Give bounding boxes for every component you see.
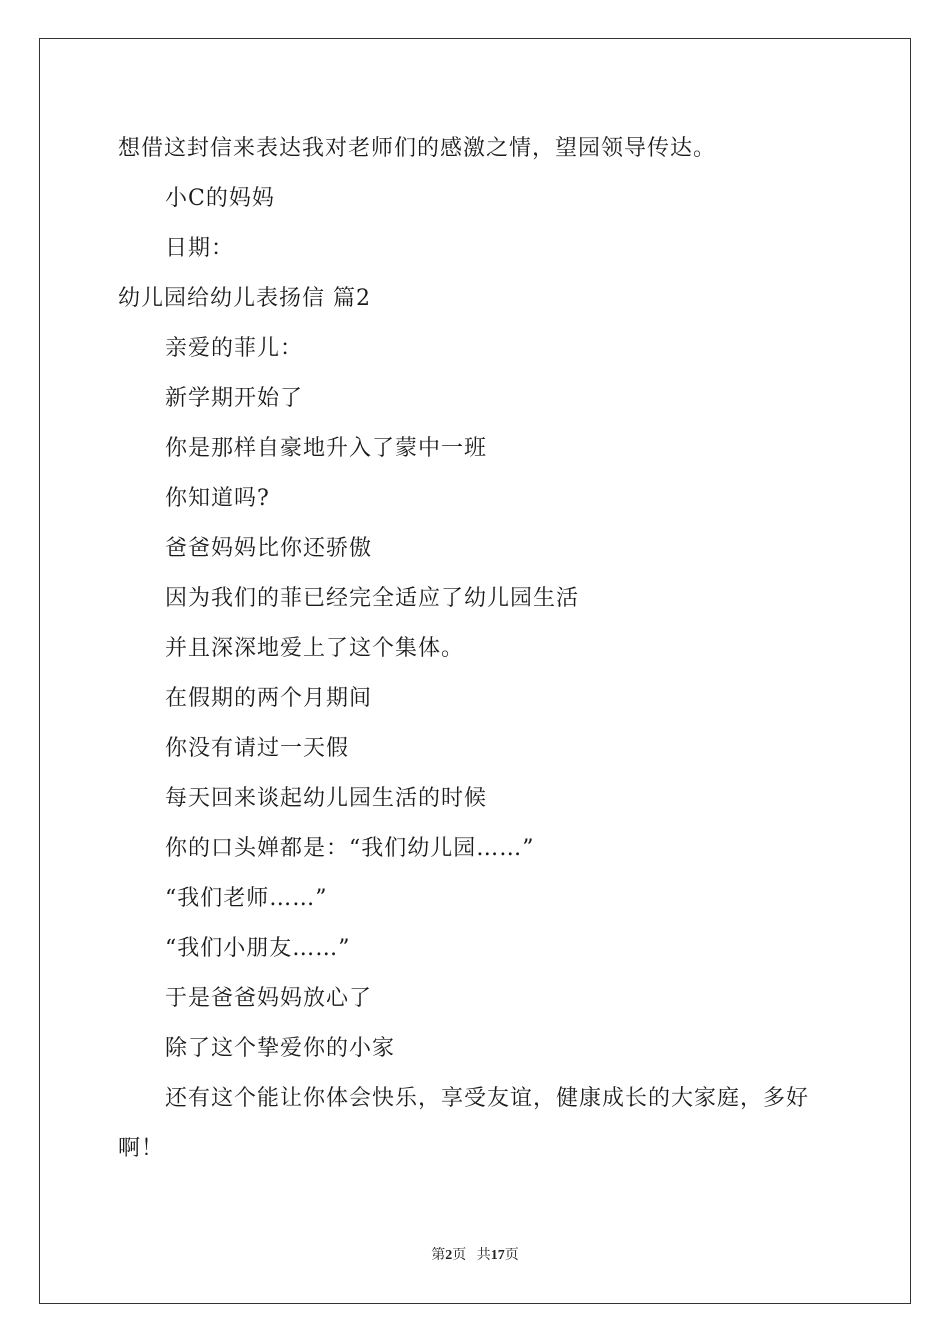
paragraph-line: 新学期开始了: [165, 386, 304, 411]
paragraph-line: 想借这封信来表达我对老师们的感激之情，望园领导传达。: [118, 136, 717, 161]
total-suffix: 页: [504, 1248, 519, 1263]
paragraph-line: 爸爸妈妈比你还骄傲: [165, 536, 373, 561]
page-prefix: 第: [431, 1248, 446, 1263]
paragraph-line: 在假期的两个月期间: [165, 686, 373, 711]
paragraph-line: “我们小朋友……”: [165, 936, 351, 961]
paragraph-line: 并且深深地爱上了这个集体。: [165, 636, 465, 661]
paragraph-line: 每天回来谈起幼儿园生活的时候: [165, 786, 488, 811]
total-pages: 17: [490, 1248, 505, 1263]
paragraph-line: 啊！: [118, 1136, 165, 1161]
date-line: 日期：: [165, 236, 235, 261]
page-footer: [0, 1246, 950, 1266]
page-border: [39, 38, 911, 1304]
paragraph-line: 还有这个能让你体会快乐，享受友谊，健康成长的大家庭，多好: [165, 1086, 810, 1111]
paragraph-line: 你没有请过一天假: [165, 736, 350, 761]
signature-line: 小C的妈妈: [165, 186, 275, 211]
paragraph-line: “我们老师……”: [165, 886, 328, 911]
paragraph-line: 于是爸爸妈妈放心了: [165, 986, 373, 1011]
page-number: 2: [445, 1248, 453, 1263]
paragraph-line: 你的口头婵都是：“我们幼儿园……”: [165, 836, 535, 861]
salutation-line: 亲爱的菲儿：: [165, 336, 304, 361]
paragraph-line: 除了这个挚爱你的小家: [165, 1036, 396, 1061]
page-suffix: 页: [452, 1248, 467, 1263]
paragraph-line: 你知道吗?: [165, 486, 270, 511]
paragraph-line: 因为我们的菲已经完全适应了幼儿园生活: [165, 586, 580, 611]
section-heading: 幼儿园给幼儿表扬信 篇2: [118, 286, 371, 311]
total-prefix: 共: [476, 1248, 491, 1263]
paragraph-line: 你是那样自豪地升入了蒙中一班: [165, 436, 488, 461]
